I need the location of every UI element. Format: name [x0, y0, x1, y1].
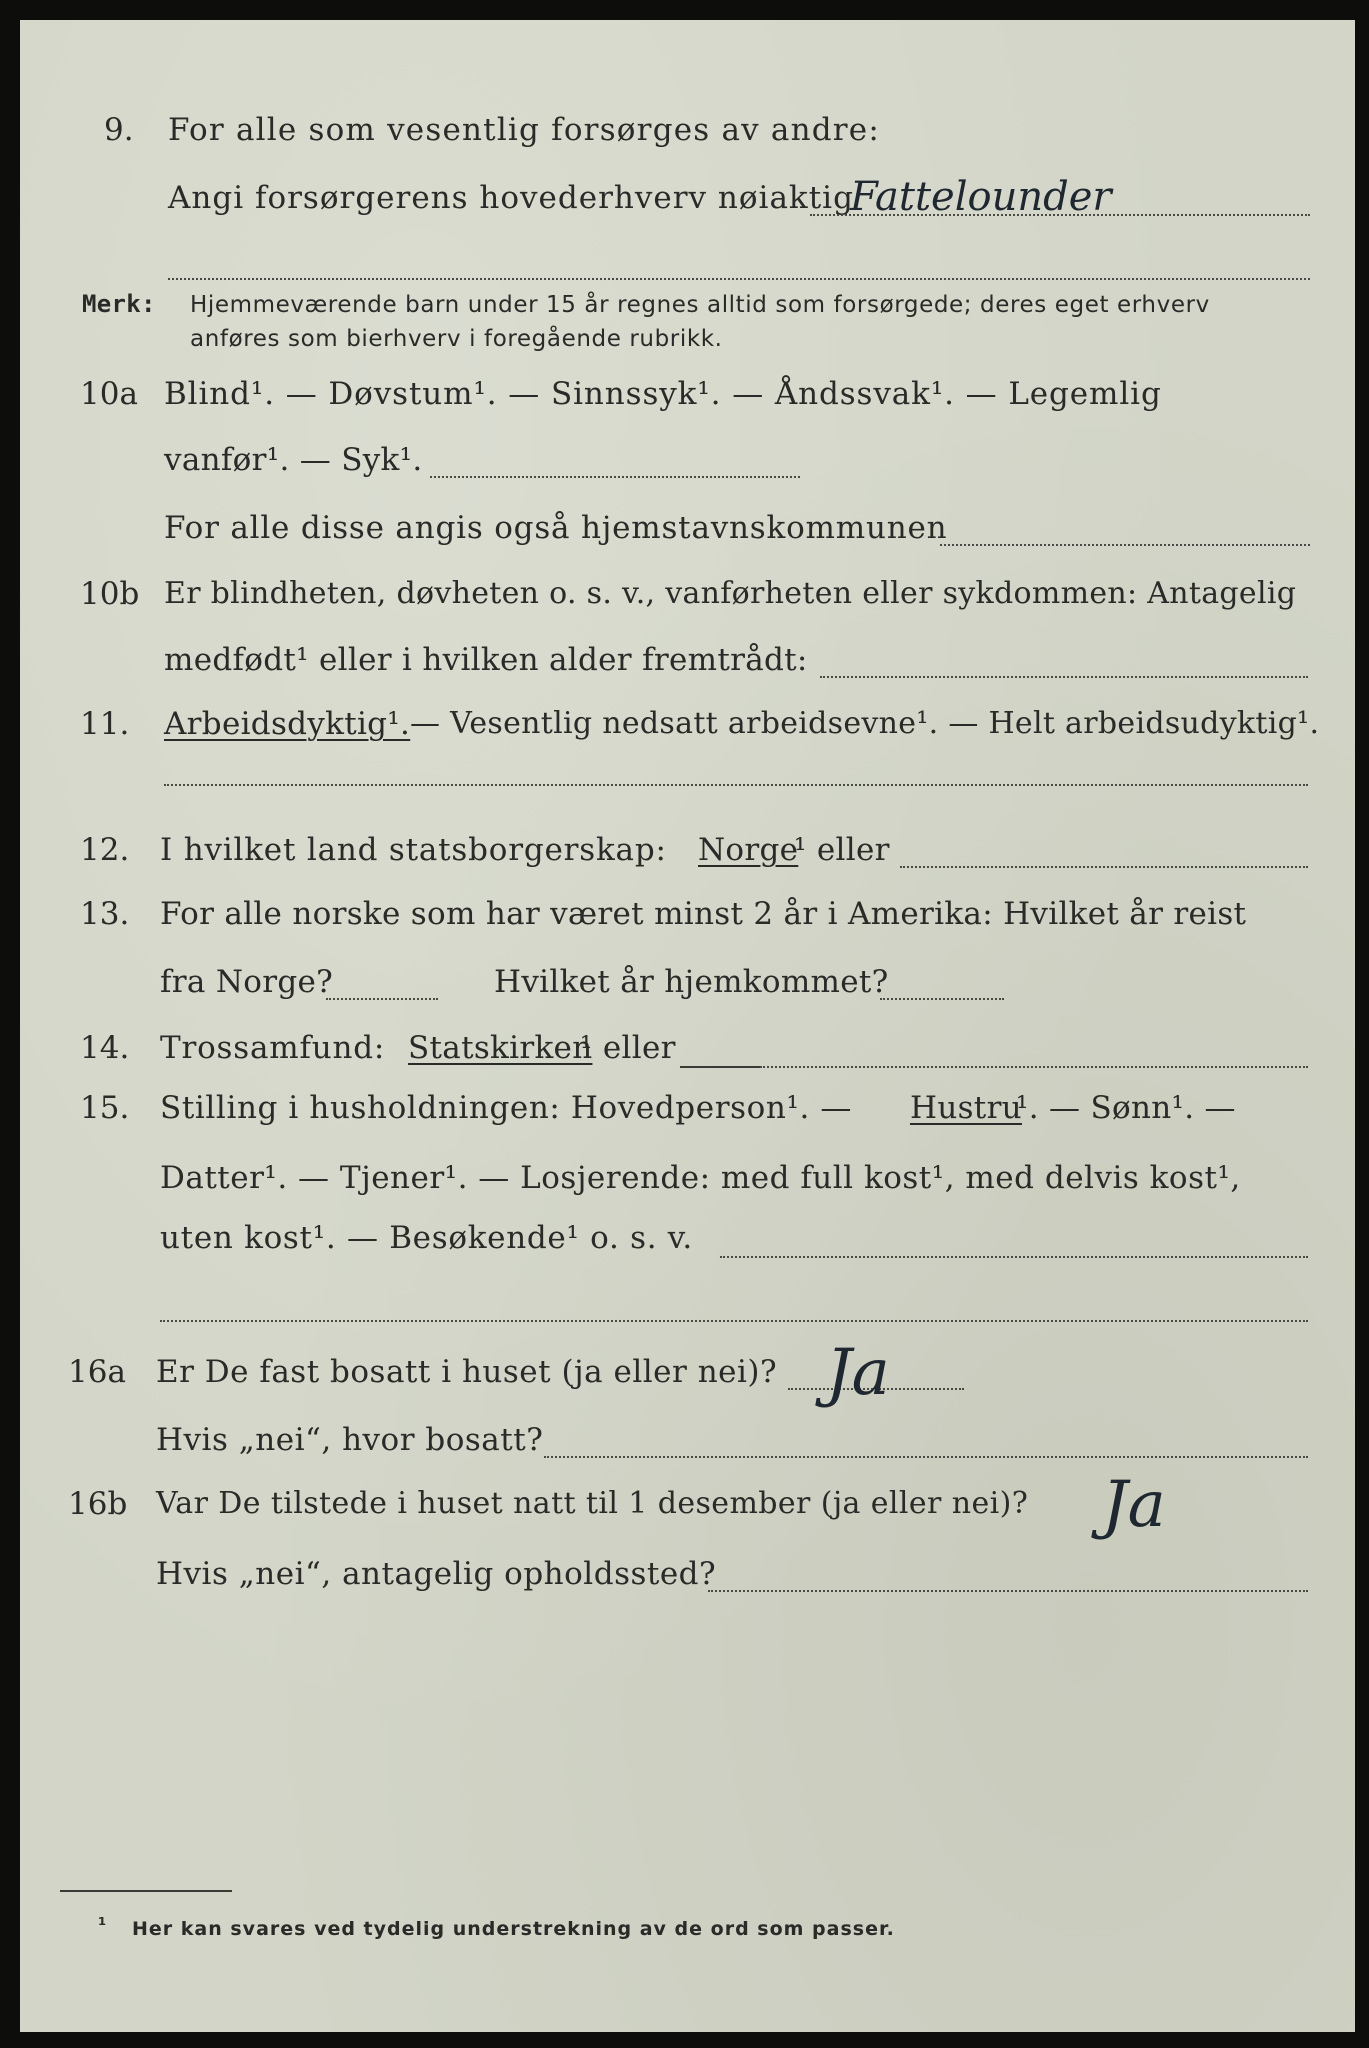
- q12-text: I hvilket land statsborgerskap:: [160, 832, 667, 868]
- q12-dots: [900, 866, 1308, 868]
- q16a-handwritten-answer: Ja: [826, 1336, 890, 1410]
- q9-number: 9.: [104, 112, 134, 148]
- q16b-line1: Var De tilstede i huset natt til 1 desember (ja eller nei)?: [156, 1486, 1029, 1521]
- q10a-line3-dots: [940, 544, 1310, 546]
- q11-arbeidsdyktig-underlined: Arbeidsdyktig¹.: [164, 706, 411, 742]
- merk-line2: anføres som bierhverv i foregående rubrikk.: [190, 326, 723, 352]
- q11-number: 11.: [80, 706, 130, 742]
- q10a-line2: vanfør¹. — Syk¹.: [164, 442, 423, 478]
- q12-after: ¹ eller: [794, 832, 890, 868]
- q16b-line2: Hvis „nei“, antagelig opholdssted?: [156, 1556, 717, 1592]
- q13-line2a: fra Norge?: [160, 964, 334, 1000]
- merk-label: Merk:: [82, 290, 156, 318]
- q11-extra-line: [164, 784, 1308, 786]
- q9-line1: For alle som vesentlig forsørges av andre:: [168, 112, 880, 148]
- q16a-line2: Hvis „nei“, hvor bosatt?: [156, 1422, 544, 1458]
- q13-line2b-dots: [880, 998, 1004, 1000]
- q14-statskirken-underlined: Statskirken: [408, 1030, 593, 1066]
- q9-extra-line: [168, 278, 1310, 280]
- q13-line2a-dots: [326, 998, 438, 1000]
- q14-text: Trossamfund:: [160, 1030, 386, 1066]
- q10b-line2-dots: [820, 676, 1308, 678]
- merk-line1: Hjemmeværende barn under 15 år regnes alltid som forsørgede; deres eget erhverv: [190, 292, 1210, 318]
- q15-line2: Datter¹. — Tjener¹. — Losjerende: med full kost¹, med delvis kost¹,: [160, 1160, 1241, 1196]
- q16b-number: 16b: [68, 1486, 128, 1522]
- q15-number: 15.: [80, 1090, 130, 1126]
- q16a-number: 16a: [68, 1354, 126, 1390]
- footnote-rule: [60, 1890, 232, 1892]
- q13-line1: For alle norske som har været minst 2 år i Amerika: Hvilket år reist: [160, 896, 1247, 932]
- footnote-text: Her kan svares ved tydelig understrekning av de ord som passer.: [132, 1918, 895, 1940]
- q12-number: 12.: [80, 832, 130, 868]
- q14-number: 14.: [80, 1030, 130, 1066]
- q9-line2: Angi forsørgerens hovederhverv nøiaktig: [168, 180, 854, 216]
- q16a-line2-dots: [544, 1456, 1308, 1458]
- q10a-line2-dots: [430, 476, 800, 478]
- q16b-line2-dots: [708, 1590, 1308, 1592]
- q13-line2b: Hvilket år hjemkommet?: [494, 964, 889, 1000]
- q15-line1a: Stilling i husholdningen: Hovedperson¹. —: [160, 1090, 852, 1126]
- q14-dots: [760, 1066, 1308, 1068]
- q16b-handwritten-answer: Ja: [1102, 1468, 1166, 1542]
- q11-rest: — Vesentlig nedsatt arbeidsevne¹. — Helt arbeidsudyktig¹.: [410, 706, 1320, 741]
- q15-line3-dots: [720, 1256, 1308, 1258]
- q10a-line3: For alle disse angis også hjemstavnskommunen: [164, 510, 948, 546]
- q14-stroke: [680, 1066, 760, 1068]
- census-form-page: [20, 20, 1355, 2032]
- footnote-mark: ¹: [98, 1914, 108, 1936]
- q9-handwritten-answer: Fattelounder: [850, 174, 1112, 220]
- q13-number: 13.: [80, 896, 130, 932]
- q15-extra-line: [160, 1320, 1308, 1322]
- q14-after: ¹ eller: [580, 1030, 676, 1066]
- q15-line1b: ¹. — Sønn¹. —: [1016, 1090, 1236, 1126]
- q12-norge-underlined: Norge: [698, 832, 799, 868]
- q10b-number: 10b: [80, 576, 140, 612]
- q15-hustru-underlined: Hustru: [910, 1090, 1022, 1126]
- q16a-line1: Er De fast bosatt i huset (ja eller nei)?: [156, 1354, 778, 1390]
- q10b-line1: Er blindheten, døvheten o. s. v., vanførheten eller sykdommen: Antagelig: [164, 576, 1297, 611]
- q10a-number: 10a: [80, 376, 138, 412]
- q15-line3: uten kost¹. — Besøkende¹ o. s. v.: [160, 1220, 693, 1256]
- q10b-line2: medfødt¹ eller i hvilken alder fremtrådt:: [164, 642, 808, 678]
- q10a-line1: Blind¹. — Døvstum¹. — Sinnssyk¹. — Åndssvak¹. — Legemlig: [164, 376, 1162, 412]
